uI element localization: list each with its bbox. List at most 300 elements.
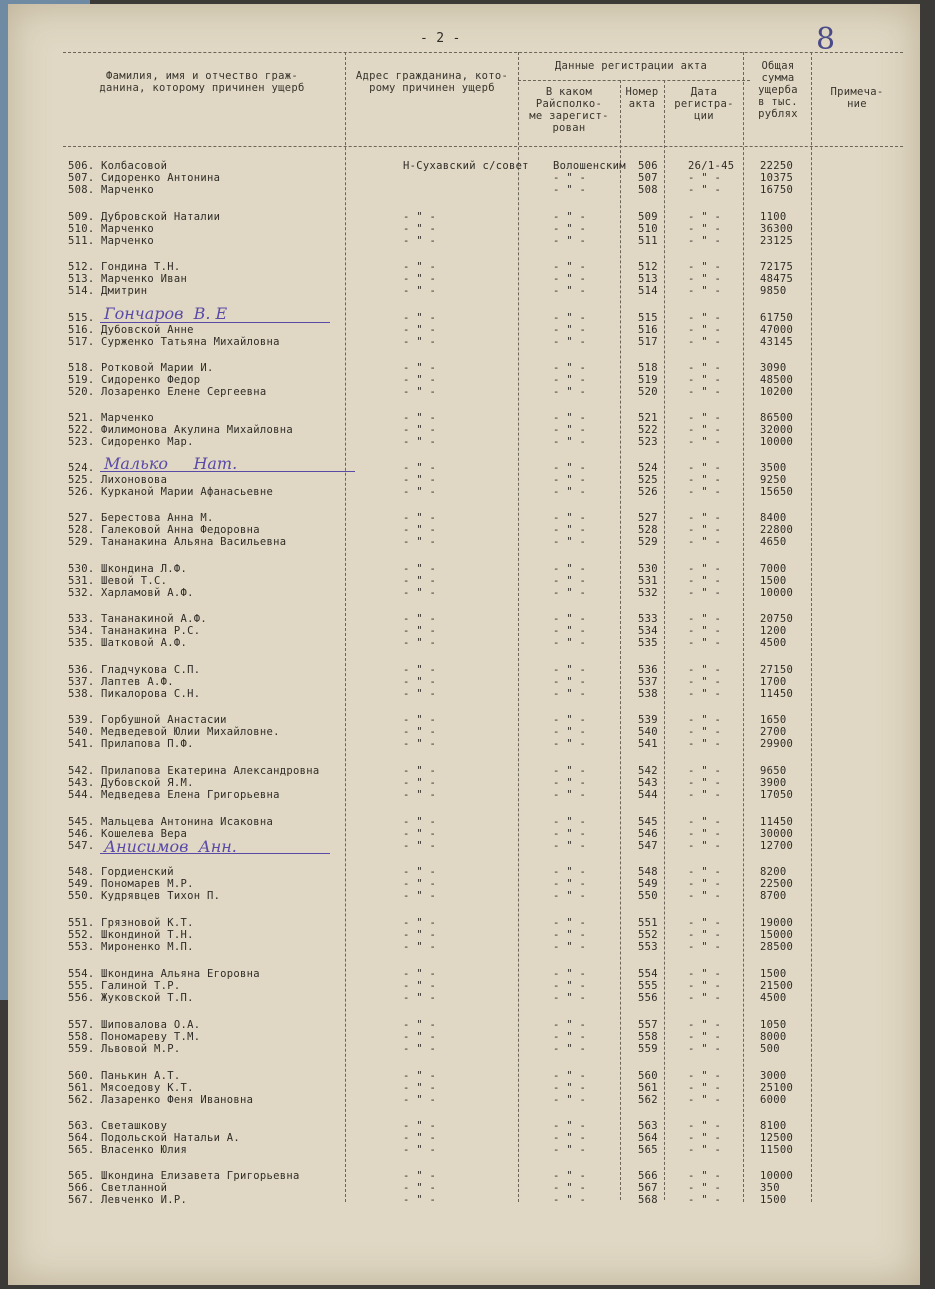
row-number: 565. xyxy=(68,1144,95,1156)
row-reg-date: - " - xyxy=(688,536,722,548)
row-reg-date: - " - xyxy=(688,587,722,599)
row-address: - " - xyxy=(403,412,437,424)
row-reg-date: - " - xyxy=(688,474,722,486)
row-address: - " - xyxy=(403,1043,437,1055)
row-raion: - " - xyxy=(553,929,587,941)
row-name: Светланной xyxy=(101,1182,168,1194)
row-act-number: 520 xyxy=(638,386,658,398)
row-address: - " - xyxy=(403,917,437,929)
row-name: Дмитрин xyxy=(101,285,148,297)
row-name: Шкондина Елизавета Григорьевна xyxy=(101,1170,300,1182)
row-sum: 28500 xyxy=(760,941,794,953)
row-address: - " - xyxy=(403,929,437,941)
row-raion: - " - xyxy=(553,362,587,374)
row-sum: 3500 xyxy=(760,462,787,474)
row-number: 557. xyxy=(68,1019,95,1031)
row-act-number: 548 xyxy=(638,866,658,878)
row-sum: 8000 xyxy=(760,1031,787,1043)
row-raion: - " - xyxy=(553,285,587,297)
row-act-number: 531 xyxy=(638,575,658,587)
row-name: Шиповалова О.А. xyxy=(101,1019,201,1031)
row-number: 517. xyxy=(68,336,95,348)
row-reg-date: - " - xyxy=(688,929,722,941)
row-raion: - " - xyxy=(553,312,587,324)
row-number: 526. xyxy=(68,486,95,498)
row-name: Курканой Марии Афанасьевне xyxy=(101,486,274,498)
row-name: Ротковой Марии И. xyxy=(101,362,214,374)
row-raion: - " - xyxy=(553,211,587,223)
row-number: 565. xyxy=(68,1170,95,1182)
row-reg-date: - " - xyxy=(688,223,722,235)
row-number: 507. xyxy=(68,172,95,184)
row-address: - " - xyxy=(403,486,437,498)
row-number: 523. xyxy=(68,436,95,448)
row-address: - " - xyxy=(403,524,437,536)
row-sum: 500 xyxy=(760,1043,780,1055)
row-sum: 4650 xyxy=(760,536,787,548)
row-raion: - " - xyxy=(553,840,587,852)
row-raion: Волошенским xyxy=(553,160,626,172)
row-raion: - " - xyxy=(553,664,587,676)
row-number: 547. xyxy=(68,840,95,852)
row-number: 550. xyxy=(68,890,95,902)
row-number: 559. xyxy=(68,1043,95,1055)
row-number: 506. xyxy=(68,160,95,172)
row-act-number: 529 xyxy=(638,536,658,548)
row-reg-date: - " - xyxy=(688,462,722,474)
row-address: - " - xyxy=(403,613,437,625)
row-sum: 1500 xyxy=(760,1194,787,1206)
row-sum: 17050 xyxy=(760,789,794,801)
row-name: Светашкову xyxy=(101,1120,168,1132)
header-name: Фамилия, имя и отчество граж- данина, которому причинен ущерб xyxy=(99,70,305,94)
row-sum: 8100 xyxy=(760,1120,787,1132)
row-sum: 3000 xyxy=(760,1070,787,1082)
col-divider-3 xyxy=(620,80,621,1200)
row-raion: - " - xyxy=(553,563,587,575)
row-act-number: 511 xyxy=(638,235,658,247)
row-sum: 23125 xyxy=(760,235,794,247)
row-address: - " - xyxy=(403,223,437,235)
row-reg-date: - " - xyxy=(688,890,722,902)
row-sum: 1100 xyxy=(760,211,787,223)
row-address: - " - xyxy=(403,878,437,890)
row-act-number: 552 xyxy=(638,929,658,941)
row-act-number: 563 xyxy=(638,1120,658,1132)
col-divider-6 xyxy=(811,52,812,1202)
row-reg-date: - " - xyxy=(688,412,722,424)
row-address: - " - xyxy=(403,336,437,348)
row-raion: - " - xyxy=(553,1170,587,1182)
header-sub-rule xyxy=(518,80,750,81)
row-address: - " - xyxy=(403,563,437,575)
row-reg-date: - " - xyxy=(688,324,722,336)
row-number: 544. xyxy=(68,789,95,801)
row-raion: - " - xyxy=(553,714,587,726)
row-act-number: 557 xyxy=(638,1019,658,1031)
row-address: - " - xyxy=(403,261,437,273)
row-name: Медведева Елена Григорьевна xyxy=(101,789,280,801)
row-sum: 350 xyxy=(760,1182,780,1194)
row-act-number: 510 xyxy=(638,223,658,235)
header-address: Адрес гражданина, кото- рому причинен ущерб xyxy=(355,70,509,94)
row-name: Шкондиной Т.Н. xyxy=(101,929,194,941)
handwritten-name-515: Гончаров В. Е xyxy=(104,304,228,323)
row-name: Лаптев А.Ф. xyxy=(101,676,174,688)
row-reg-date: - " - xyxy=(688,563,722,575)
row-number: 545. xyxy=(68,816,95,828)
row-act-number: 550 xyxy=(638,890,658,902)
row-raion: - " - xyxy=(553,777,587,789)
row-sum: 22250 xyxy=(760,160,794,172)
row-raion: - " - xyxy=(553,637,587,649)
row-name: Лихоновова xyxy=(101,474,168,486)
row-reg-date: - " - xyxy=(688,738,722,750)
row-reg-date: - " - xyxy=(688,1094,722,1106)
row-act-number: 542 xyxy=(638,765,658,777)
row-address: - " - xyxy=(403,1082,437,1094)
row-name: Дубровской Наталии xyxy=(101,211,221,223)
row-reg-date: - " - xyxy=(688,992,722,1004)
row-reg-date: - " - xyxy=(688,436,722,448)
row-name: Кудрявцев Тихон П. xyxy=(101,890,221,902)
row-act-number: 554 xyxy=(638,968,658,980)
row-act-number: 551 xyxy=(638,917,658,929)
row-act-number: 532 xyxy=(638,587,658,599)
row-reg-date: - " - xyxy=(688,524,722,536)
row-name: Марченко xyxy=(101,235,154,247)
row-sum: 15000 xyxy=(760,929,794,941)
row-raion: - " - xyxy=(553,1120,587,1132)
header-bottom-rule xyxy=(63,146,903,147)
row-raion: - " - xyxy=(553,587,587,599)
row-number: 513. xyxy=(68,273,95,285)
row-act-number: 544 xyxy=(638,789,658,801)
row-sum: 8200 xyxy=(760,866,787,878)
row-act-number: 517 xyxy=(638,336,658,348)
row-reg-date: - " - xyxy=(688,172,722,184)
row-act-number: 559 xyxy=(638,1043,658,1055)
row-address: - " - xyxy=(403,941,437,953)
row-address: - " - xyxy=(403,637,437,649)
row-sum: 10000 xyxy=(760,436,794,448)
row-act-number: 525 xyxy=(638,474,658,486)
row-reg-date: - " - xyxy=(688,184,722,196)
row-address: - " - xyxy=(403,980,437,992)
row-raion: - " - xyxy=(553,462,587,474)
row-address: - " - xyxy=(403,840,437,852)
row-act-number: 561 xyxy=(638,1082,658,1094)
row-act-number: 519 xyxy=(638,374,658,386)
row-raion: - " - xyxy=(553,816,587,828)
row-raion: - " - xyxy=(553,172,587,184)
row-sum: 48500 xyxy=(760,374,794,386)
row-reg-date: - " - xyxy=(688,714,722,726)
underline-515 xyxy=(100,322,330,323)
row-number: 522. xyxy=(68,424,95,436)
row-address: - " - xyxy=(403,726,437,738)
row-address: - " - xyxy=(403,285,437,297)
row-name: Панькин А.Т. xyxy=(101,1070,181,1082)
row-act-number: 522 xyxy=(638,424,658,436)
row-address: - " - xyxy=(403,575,437,587)
row-number: 562. xyxy=(68,1094,95,1106)
row-address: - " - xyxy=(403,664,437,676)
row-sum: 1500 xyxy=(760,575,787,587)
row-raion: - " - xyxy=(553,424,587,436)
row-raion: - " - xyxy=(553,980,587,992)
row-act-number: 508 xyxy=(638,184,658,196)
row-sum: 25100 xyxy=(760,1082,794,1094)
row-act-number: 537 xyxy=(638,676,658,688)
row-name: Жуковской Т.П. xyxy=(101,992,194,1004)
row-number: 532. xyxy=(68,587,95,599)
row-name: Марченко xyxy=(101,223,154,235)
row-sum: 27150 xyxy=(760,664,794,676)
row-sum: 86500 xyxy=(760,412,794,424)
row-address: - " - xyxy=(403,462,437,474)
row-name: Дубовской Анне xyxy=(101,324,194,336)
row-reg-date: - " - xyxy=(688,211,722,223)
row-number: 509. xyxy=(68,211,95,223)
row-reg-date: - " - xyxy=(688,866,722,878)
col-divider-1 xyxy=(345,52,346,1202)
row-sum: 12500 xyxy=(760,1132,794,1144)
row-number: 530. xyxy=(68,563,95,575)
row-act-number: 556 xyxy=(638,992,658,1004)
row-act-number: 506 xyxy=(638,160,658,172)
row-act-number: 523 xyxy=(638,436,658,448)
row-reg-date: - " - xyxy=(688,625,722,637)
row-act-number: 560 xyxy=(638,1070,658,1082)
row-number: 537. xyxy=(68,676,95,688)
row-raion: - " - xyxy=(553,828,587,840)
row-sum: 1700 xyxy=(760,676,787,688)
row-raion: - " - xyxy=(553,261,587,273)
row-address: - " - xyxy=(403,1019,437,1031)
row-act-number: 562 xyxy=(638,1094,658,1106)
row-number: 531. xyxy=(68,575,95,587)
row-number: 542. xyxy=(68,765,95,777)
row-raion: - " - xyxy=(553,676,587,688)
row-address: - " - xyxy=(403,828,437,840)
row-sum: 3090 xyxy=(760,362,787,374)
row-sum: 4500 xyxy=(760,992,787,1004)
row-address: - " - xyxy=(403,536,437,548)
row-number: 520. xyxy=(68,386,95,398)
row-name: Тананакина Р.С. xyxy=(101,625,201,637)
row-reg-date: - " - xyxy=(688,664,722,676)
header-notes: Примеча- ние xyxy=(830,86,884,110)
row-sum: 43145 xyxy=(760,336,794,348)
row-address: - " - xyxy=(403,1194,437,1206)
row-raion: - " - xyxy=(553,688,587,700)
row-name: Сидоренко Антонина xyxy=(101,172,221,184)
row-name: Сидоренко Мар. xyxy=(101,436,194,448)
row-sum: 32000 xyxy=(760,424,794,436)
row-sum: 9250 xyxy=(760,474,787,486)
row-reg-date: - " - xyxy=(688,1144,722,1156)
row-reg-date: - " - xyxy=(688,1082,722,1094)
row-sum: 20750 xyxy=(760,613,794,625)
row-number: 514. xyxy=(68,285,95,297)
row-number: 538. xyxy=(68,688,95,700)
row-raion: - " - xyxy=(553,474,587,486)
row-name: Сидоренко Федор xyxy=(101,374,201,386)
row-reg-date: - " - xyxy=(688,486,722,498)
table-top-rule xyxy=(63,52,903,53)
row-number: 515. xyxy=(68,312,95,324)
row-reg-date: - " - xyxy=(688,980,722,992)
row-reg-date: - " - xyxy=(688,336,722,348)
row-name: Шкондина Л.Ф. xyxy=(101,563,188,575)
row-name: Берестова Анна М. xyxy=(101,512,214,524)
row-address: - " - xyxy=(403,789,437,801)
row-number: 521. xyxy=(68,412,95,424)
row-address: - " - xyxy=(403,324,437,336)
row-name: Шкондина Альяна Егоровна xyxy=(101,968,260,980)
row-number: 543. xyxy=(68,777,95,789)
row-address: - " - xyxy=(403,312,437,324)
row-sum: 22800 xyxy=(760,524,794,536)
row-sum: 2700 xyxy=(760,726,787,738)
row-number: 554. xyxy=(68,968,95,980)
row-sum: 9850 xyxy=(760,285,787,297)
row-act-number: 518 xyxy=(638,362,658,374)
row-number: 551. xyxy=(68,917,95,929)
row-reg-date: 26/1-45 xyxy=(688,160,735,172)
row-reg-date: - " - xyxy=(688,968,722,980)
row-sum: 61750 xyxy=(760,312,794,324)
row-name: Галековой Анна Федоровна xyxy=(101,524,260,536)
row-reg-date: - " - xyxy=(688,512,722,524)
row-address: - " - xyxy=(403,1094,437,1106)
row-address: - " - xyxy=(403,1182,437,1194)
row-act-number: 521 xyxy=(638,412,658,424)
row-raion: - " - xyxy=(553,992,587,1004)
handwritten-name-547: Анисимов Анн. xyxy=(104,837,237,856)
row-act-number: 530 xyxy=(638,563,658,575)
row-number: 560. xyxy=(68,1070,95,1082)
row-raion: - " - xyxy=(553,789,587,801)
row-reg-date: - " - xyxy=(688,235,722,247)
row-act-number: 549 xyxy=(638,878,658,890)
row-address: - " - xyxy=(403,714,437,726)
row-sum: 21500 xyxy=(760,980,794,992)
row-name: Мясоедову К.Т. xyxy=(101,1082,194,1094)
row-sum: 10375 xyxy=(760,172,794,184)
row-raion: - " - xyxy=(553,1132,587,1144)
row-sum: 12700 xyxy=(760,840,794,852)
row-reg-date: - " - xyxy=(688,1120,722,1132)
row-sum: 8400 xyxy=(760,512,787,524)
row-name: Колбасовой xyxy=(101,160,168,172)
row-number: 524. xyxy=(68,462,95,474)
row-act-number: 513 xyxy=(638,273,658,285)
row-sum: 1200 xyxy=(760,625,787,637)
row-number: 536. xyxy=(68,664,95,676)
header-reg-date: Дата регистра- ции xyxy=(674,86,734,122)
document-page xyxy=(8,4,920,1285)
row-sum: 72175 xyxy=(760,261,794,273)
row-name: Галиной Т.Р. xyxy=(101,980,181,992)
row-number: 511. xyxy=(68,235,95,247)
row-act-number: 516 xyxy=(638,324,658,336)
row-reg-date: - " - xyxy=(688,688,722,700)
row-reg-date: - " - xyxy=(688,273,722,285)
row-act-number: 558 xyxy=(638,1031,658,1043)
row-act-number: 528 xyxy=(638,524,658,536)
row-name: Прилапова П.Ф. xyxy=(101,738,194,750)
row-address: - " - xyxy=(403,1120,437,1132)
row-raion: - " - xyxy=(553,890,587,902)
row-sum: 7000 xyxy=(760,563,787,575)
row-raion: - " - xyxy=(553,866,587,878)
row-reg-date: - " - xyxy=(688,386,722,398)
row-act-number: 555 xyxy=(638,980,658,992)
row-number: 534. xyxy=(68,625,95,637)
row-name: Марченко Иван xyxy=(101,273,188,285)
row-name: Мироненко М.П. xyxy=(101,941,194,953)
row-sum: 22500 xyxy=(760,878,794,890)
row-name: Марченко xyxy=(101,184,154,196)
page-number: - 2 - xyxy=(420,31,461,46)
row-raion: - " - xyxy=(553,386,587,398)
row-raion: - " - xyxy=(553,1182,587,1194)
row-address: - " - xyxy=(403,362,437,374)
row-name: Шевой Т.С. xyxy=(101,575,168,587)
row-number: 539. xyxy=(68,714,95,726)
row-name: Лозаренко Елене Сергеевна xyxy=(101,386,267,398)
row-address: - " - xyxy=(403,273,437,285)
row-name: Дубовской Я.М. xyxy=(101,777,194,789)
row-reg-date: - " - xyxy=(688,637,722,649)
row-sum: 1500 xyxy=(760,968,787,980)
row-reg-date: - " - xyxy=(688,362,722,374)
row-raion: - " - xyxy=(553,917,587,929)
row-raion: - " - xyxy=(553,1031,587,1043)
row-number: 546. xyxy=(68,828,95,840)
row-address: - " - xyxy=(403,890,437,902)
underline-547 xyxy=(100,853,330,854)
row-number: 556. xyxy=(68,992,95,1004)
row-sum: 11500 xyxy=(760,1144,794,1156)
row-act-number: 545 xyxy=(638,816,658,828)
row-raion: - " - xyxy=(553,223,587,235)
row-reg-date: - " - xyxy=(688,1043,722,1055)
row-address: - " - xyxy=(403,968,437,980)
col-divider-2 xyxy=(518,52,519,1202)
row-name: Сурженко Татьяна Михайловна xyxy=(101,336,280,348)
row-act-number: 514 xyxy=(638,285,658,297)
row-raion: - " - xyxy=(553,968,587,980)
row-number: 548. xyxy=(68,866,95,878)
row-sum: 47000 xyxy=(760,324,794,336)
handwritten-sheet-number: 8 xyxy=(816,22,836,57)
row-number: 564. xyxy=(68,1132,95,1144)
row-number: 508. xyxy=(68,184,95,196)
row-name: Мальцева Антонина Исаковна xyxy=(101,816,274,828)
row-sum: 1050 xyxy=(760,1019,787,1031)
row-raion: - " - xyxy=(553,1019,587,1031)
row-act-number: 512 xyxy=(638,261,658,273)
row-sum: 9650 xyxy=(760,765,787,777)
row-address: - " - xyxy=(403,688,437,700)
row-name: Пономареву Т.М. xyxy=(101,1031,201,1043)
col-divider-4 xyxy=(664,80,665,1200)
row-raion: - " - xyxy=(553,235,587,247)
row-address: - " - xyxy=(403,866,437,878)
